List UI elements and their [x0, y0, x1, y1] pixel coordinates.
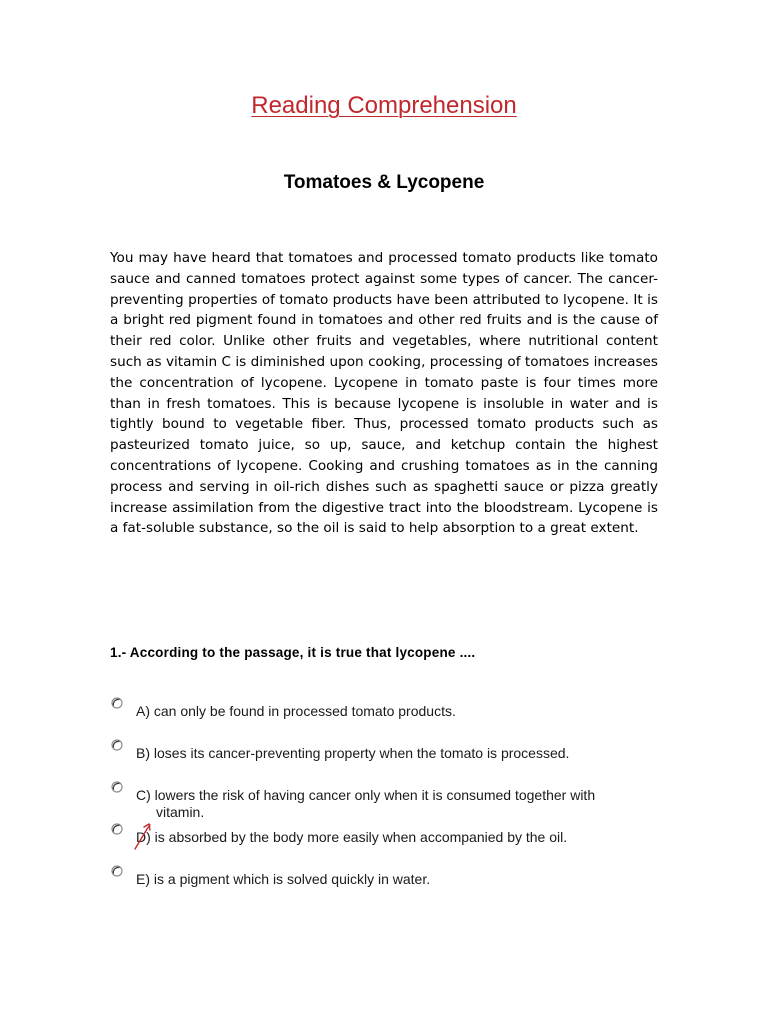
answer-option-label: E) is a pigment which is solved quickly in water.: [136, 871, 431, 887]
answer-option-label: A) can only be found in processed tomato products.: [136, 703, 456, 719]
answer-option-label: B) loses its cancer-preventing property when the tomato is processed.: [136, 745, 570, 761]
question-text: 1.- According to the passage, it is true that lycopene ....: [110, 645, 476, 660]
answer-option-e[interactable]: [110, 871, 670, 907]
answer-option-label: [136, 787, 656, 821]
radio-button-icon[interactable]: [110, 780, 124, 794]
radio-button-icon[interactable]: [110, 696, 124, 710]
answer-option-a[interactable]: [110, 703, 670, 739]
page-title: Reading Comprehension: [251, 92, 517, 119]
check-mark-icon: [133, 823, 157, 851]
radio-button-icon[interactable]: [110, 864, 124, 878]
reading-passage: You may have heard that tomatoes and processed tomato products like tomato sauce and canned tomatoes protect against some types of cancer. The cancer-preventing properties of tomato products have been attributed to lycopene. It is a bright red pigment found in tomatoes and other red fruits and is the cause of their red color. Unlike other fruits and vegetables, where nutritional content such as vitamin C is diminished upon cooking, processing of tomatoes increases the concentration of lycopene. Lycopene in tomato paste is four times more than in fresh tomatoes. This is because lycopene is insoluble in water and is tightly bound to vegetable fiber. Thus, processed tomato products such as pasteurized tomato juice, so up, sauce, and ketchup contain the highest concentrations of lycopene. Cooking and crushing tomatoes as in the canning process and serving in oil-rich dishes such as spaghetti sauce or pizza greatly increase assimilation from the digestive tract into the bloodstream. Lycopene is a fat-soluble substance, so the oil is said to help absorption to a great extent.: [110, 250, 658, 537]
answer-option-label-continuation: vitamin.: [156, 804, 205, 820]
radio-button-icon[interactable]: [110, 738, 124, 752]
radio-button-icon[interactable]: [110, 822, 124, 836]
passage-title: Tomatoes & Lycopene: [283, 172, 485, 193]
answer-option-d[interactable]: [110, 829, 670, 865]
answer-option-c[interactable]: [110, 787, 670, 823]
answer-option-label: D) is absorbed by the body more easily when accompanied by the oil.: [136, 829, 568, 845]
answer-option-label-line: C) lowers the risk of having cancer only when it is consumed together with: [136, 787, 596, 803]
answer-option-b[interactable]: [110, 745, 670, 781]
